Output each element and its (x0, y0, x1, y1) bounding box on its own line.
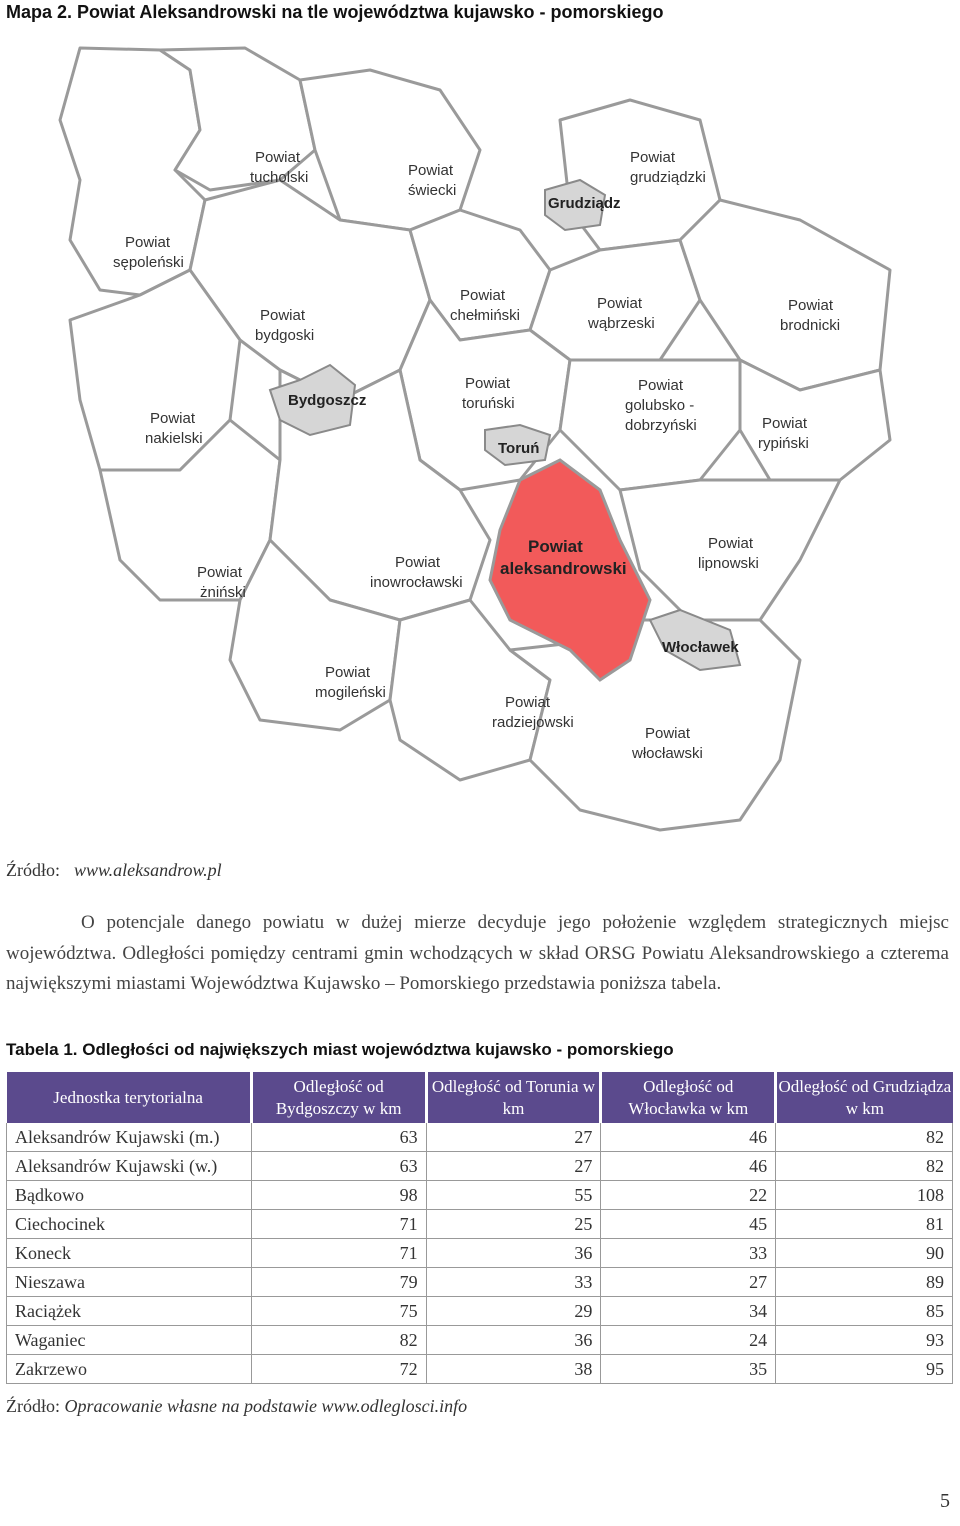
cell-bydgoszcz: 75 (251, 1297, 426, 1326)
table-row (7, 1268, 953, 1297)
table-row (7, 1326, 953, 1355)
header-bydgoszcz: Odległość od Bydgoszczy w km (251, 1072, 426, 1123)
label-rypinski-name: rypiński (758, 435, 809, 452)
label-zninski-name: żniński (200, 584, 246, 601)
cell-torun: 27 (426, 1152, 601, 1181)
region-swiecki (300, 70, 480, 230)
label-zninski-powiat: Powiat (197, 564, 243, 581)
label-torun: Toruń (498, 440, 540, 457)
table-header-row (7, 1072, 953, 1123)
cell-torun: 27 (426, 1123, 601, 1152)
label-radziejowski-powiat: Powiat (505, 694, 551, 711)
table-row (7, 1355, 953, 1384)
label-tucholski-powiat: Powiat (255, 149, 301, 166)
cell-wloclawek: 46 (601, 1152, 776, 1181)
label-lipnowski-powiat: Powiat (708, 535, 754, 552)
cell-wloclawek: 27 (601, 1268, 776, 1297)
cell-wloclawek: 35 (601, 1355, 776, 1384)
cell-unit: Ciechocinek (7, 1210, 252, 1239)
header-unit: Jednostka terytorialna (7, 1072, 252, 1123)
table-source-text: Opracowanie własne na podstawie www.odleglosci.info (64, 1396, 468, 1416)
cell-torun: 29 (426, 1297, 601, 1326)
label-swiecki-powiat: Powiat (408, 162, 454, 179)
cell-grudziadz: 108 (776, 1181, 953, 1210)
table-row (7, 1297, 953, 1326)
body-paragraph: O potencjale danego powiatu w dużej mierze decyduje jego położenie względem strategicznych miejsc województwa. Odległości pomiędzy centrami gmin wchodzących w skład ORSG Powiatu Aleksandrowskiego a czterema największymi miastami Województwa Kujawsko – Pomorskiego przedstawia poniższa tabela. (6, 912, 949, 994)
map-kujawsko-pomorskie (40, 40, 920, 850)
label-bydgoski-powiat: Powiat (260, 307, 306, 324)
cell-grudziadz: 89 (776, 1268, 953, 1297)
cell-grudziadz: 81 (776, 1210, 953, 1239)
header-torun: Odległość od Torunia w km (426, 1072, 601, 1123)
cell-bydgoszcz: 98 (251, 1181, 426, 1210)
cell-unit: Aleksandrów Kujawski (w.) (7, 1152, 252, 1181)
label-wloclawski-powiat: Powiat (645, 725, 691, 742)
cell-wloclawek: 45 (601, 1210, 776, 1239)
label-radziejowski-name: radziejowski (492, 714, 574, 731)
cell-torun: 36 (426, 1326, 601, 1355)
map-source (6, 860, 222, 881)
label-sepolenski-powiat: Powiat (125, 234, 171, 251)
cell-unit: Zakrzewo (7, 1355, 252, 1384)
label-rypinski-powiat: Powiat (762, 415, 808, 432)
table-row (7, 1210, 953, 1239)
label-nakielski-powiat: Powiat (150, 410, 196, 427)
cell-bydgoszcz: 63 (251, 1123, 426, 1152)
page-number: 5 (940, 1490, 950, 1512)
cell-grudziadz: 82 (776, 1152, 953, 1181)
label-grudziadzki-powiat: Powiat (630, 149, 676, 166)
label-torunski-name: toruński (462, 395, 515, 412)
label-wloclawski-name: włocławski (632, 745, 703, 762)
cell-bydgoszcz: 72 (251, 1355, 426, 1384)
label-lipnowski-name: lipnowski (698, 555, 759, 572)
label-tucholski-name: tucholski (250, 169, 309, 186)
table-source-label: Źródło: (6, 1396, 60, 1416)
cell-wloclawek: 33 (601, 1239, 776, 1268)
label-aleksandrowski-powiat: Powiat (528, 537, 583, 556)
label-mogilenski-name: mogileński (315, 684, 386, 701)
cell-bydgoszcz: 71 (251, 1239, 426, 1268)
cell-wloclawek: 34 (601, 1297, 776, 1326)
cell-unit: Waganiec (7, 1326, 252, 1355)
map-caption: Mapa 2. Powiat Aleksandrowski na tle województwa kujawsko - pomorskiego (6, 2, 664, 22)
table-caption: Tabela 1. Odległości od największych miast województwa kujawsko - pomorskiego (6, 1040, 674, 1059)
label-brodnicki-powiat: Powiat (788, 297, 834, 314)
cell-torun: 25 (426, 1210, 601, 1239)
cell-bydgoszcz: 71 (251, 1210, 426, 1239)
cell-bydgoszcz: 63 (251, 1152, 426, 1181)
label-chelminski-powiat: Powiat (460, 287, 506, 304)
label-wabrzeski-powiat: Powiat (597, 295, 643, 312)
cell-unit: Koneck (7, 1239, 252, 1268)
label-brodnicki-name: brodnicki (780, 317, 841, 334)
label-inowroclawski-powiat: Powiat (395, 554, 441, 571)
label-wabrzeski-name: wąbrzeski (588, 315, 655, 332)
cell-grudziadz: 82 (776, 1123, 953, 1152)
label-bydgoszcz: Bydgoszcz (288, 392, 367, 409)
header-wloclawek: Odległość od Włocławka w km (601, 1072, 776, 1123)
cell-torun: 36 (426, 1239, 601, 1268)
label-chelminski-name: chełmiński (450, 307, 521, 324)
label-aleksandrowski-name: aleksandrowski (500, 559, 627, 578)
cell-grudziadz: 95 (776, 1355, 953, 1384)
cell-unit: Raciążek (7, 1297, 252, 1326)
cell-wloclawek: 22 (601, 1181, 776, 1210)
table-row (7, 1181, 953, 1210)
cell-unit: Nieszawa (7, 1268, 252, 1297)
label-swiecki-name: świecki (408, 182, 457, 199)
cell-grudziadz: 85 (776, 1297, 953, 1326)
cell-unit: Aleksandrów Kujawski (m.) (7, 1123, 252, 1152)
cell-torun: 38 (426, 1355, 601, 1384)
label-golub-powiat: Powiat (638, 377, 684, 394)
label-torunski-powiat: Powiat (465, 375, 511, 392)
cell-grudziadz: 90 (776, 1239, 953, 1268)
label-bydgoski-name: bydgoski (255, 327, 315, 344)
map-source-url: www.aleksandrow.pl (74, 860, 222, 880)
map-source-label: Źródło: (6, 860, 60, 880)
header-grudziadz: Odległość od Grudziądza w km (776, 1072, 953, 1123)
label-nakielski-name: nakielski (145, 430, 203, 447)
cell-bydgoszcz: 82 (251, 1326, 426, 1355)
label-inowroclawski-name: inowrocławski (370, 574, 463, 591)
distance-table (6, 1072, 953, 1384)
label-sepolenski-name: sępoleński (113, 254, 184, 271)
cell-wloclawek: 24 (601, 1326, 776, 1355)
table-source (6, 1396, 467, 1417)
cell-wloclawek: 46 (601, 1123, 776, 1152)
table-row (7, 1152, 953, 1181)
label-wloclawek: Włocławek (662, 639, 739, 656)
label-mogilenski-powiat: Powiat (325, 664, 371, 681)
label-grudziadzki-name: grudziądzki (630, 169, 706, 186)
cell-grudziadz: 93 (776, 1326, 953, 1355)
label-golub-name2: dobrzyński (625, 417, 697, 434)
cell-unit: Bądkowo (7, 1181, 252, 1210)
table-row (7, 1123, 953, 1152)
cell-torun: 55 (426, 1181, 601, 1210)
cell-bydgoszcz: 79 (251, 1268, 426, 1297)
label-golub-name1: golubsko - (625, 397, 695, 414)
cell-torun: 33 (426, 1268, 601, 1297)
table-row (7, 1239, 953, 1268)
label-grudziadz: Grudziądz (548, 195, 621, 212)
